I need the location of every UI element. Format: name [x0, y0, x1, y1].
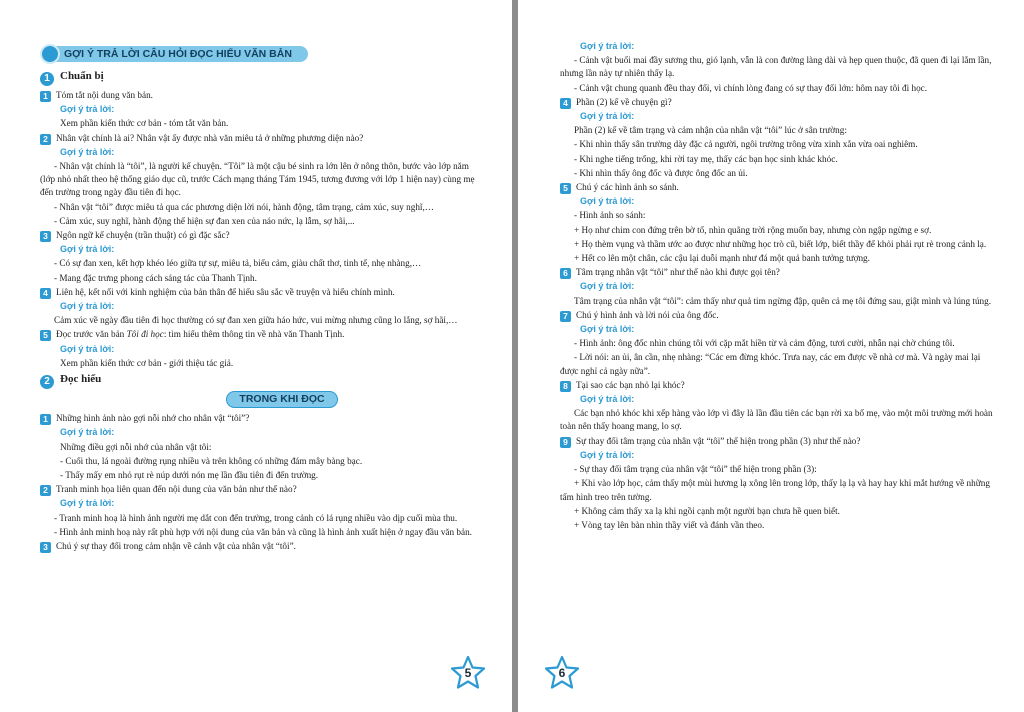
- question-text: Ngôn ngữ kể chuyện (trần thuật) có gì đặc sắc?: [56, 230, 230, 241]
- right-page-content: [560, 40, 1000, 533]
- reading-question-7: [560, 309, 1000, 322]
- answer-label: Gợi ý trả lời:: [580, 41, 635, 51]
- answer-text: Phần (2) kể về tâm trạng và cảm nhận của nhân vật “tôi” lúc ở sân trường:: [574, 125, 847, 136]
- question-text: Liên hệ, kết nối với kinh nghiệm của bản thân để hiểu sâu sắc về truyện và hiểu chính mình.: [56, 286, 395, 297]
- answer-label: Gợi ý trả lời:: [60, 498, 115, 509]
- question-number-badge: 4: [560, 98, 571, 109]
- answer-label: Gợi ý trả lời:: [60, 146, 115, 157]
- question-text: Sự thay đổi tâm trạng của nhân vật “tôi” thể hiện trong phần (3) như thế nào?: [576, 435, 861, 446]
- question-number-badge: 5: [40, 330, 51, 341]
- page-number-star: [544, 655, 580, 691]
- section-heading-doc-hieu: [40, 373, 484, 389]
- answer-text: - Hình ảnh minh hoạ này rất phù hợp với nội dung của văn bản và cũng là hình ảnh xuất hiện ở ngay đầu văn bản.: [54, 526, 472, 537]
- lightbulb-icon: [40, 44, 60, 64]
- page-number: 6: [558, 666, 566, 680]
- answer-label: Gợi ý trả lời:: [60, 301, 115, 312]
- question-text: Những hình ảnh nào gợi nỗi nhớ cho nhân vật “tôi”?: [56, 413, 250, 424]
- answer-text: - Nhân vật chính là “tôi”, là người kể chuyện. “Tôi” là một cậu bé sinh ra lớn lên ở nông thôn, bước vào lớp năm (lớp nhỏ nhất theo hệ thống giáo dục cũ, trước Cách mạng tháng Tám 1945, tương đương với lớp 1 hiện nay) cùng mẹ đến trường trong ngày đầu tiên đi học.: [40, 161, 475, 198]
- question-3: [40, 229, 484, 242]
- answer-text: - Cảnh vật buổi mai đầy sương thu, gió lạnh, vẫn là con đường làng dài và hẹp quen thuộc, đã quen đi lại lắm lần, nhưng lần này tự nhiên thấy lạ.: [560, 55, 992, 79]
- question-number-badge: 2: [40, 485, 51, 496]
- banner-title: GỢI Ý TRẢ LỜI CÂU HỎI ĐỌC HIỂU VĂN BẢN: [64, 48, 292, 60]
- answer-text: Các bạn nhỏ khóc khi xếp hàng vào lớp vì đây là lần đầu tiên các bạn rời xa bố mẹ, vào một môi trường mới hoàn toàn nên thấy hoang mang, lo sợ.: [560, 408, 993, 432]
- question-number-badge: 3: [40, 542, 51, 553]
- section-banner: [40, 44, 484, 64]
- page-number: 5: [464, 666, 472, 680]
- answer-label: Gợi ý trả lời:: [580, 196, 635, 207]
- reading-question-4: [560, 96, 1000, 109]
- reading-question-3: [40, 540, 484, 553]
- answer-text: Xem phần kiến thức cơ bản - giới thiệu tác giả.: [60, 357, 234, 368]
- reading-stage-pill: TRONG KHI ĐỌC: [226, 391, 337, 408]
- answer-text: - Có sự đan xen, kết hợp khéo léo giữa tự sự, miêu tả, biểu cảm, giàu chất thơ, tinh tế, nhẹ nhàng,…: [54, 258, 422, 269]
- reading-question-5: [560, 181, 1000, 194]
- answer-label: Gợi ý trả lời:: [580, 324, 635, 335]
- pill-wrap: [40, 391, 484, 408]
- question-number-badge: 7: [560, 311, 571, 322]
- answer-text: - Khi nhìn thấy ông đốc và được ông đốc an ủi.: [574, 167, 748, 178]
- answer-text: - Cảnh vật chung quanh đều thay đổi, vì chính lòng đang có sự thay đổi lớn: hôm nay tôi đi học.: [574, 82, 928, 93]
- answer-label: Gợi ý trả lời:: [60, 427, 115, 438]
- question-number-badge: 9: [560, 437, 571, 448]
- question-number-badge: 8: [560, 381, 571, 392]
- reading-question-1: [40, 412, 484, 425]
- answer-text: - Tranh minh hoạ là hình ảnh người mẹ dắt con đến trường, trong cảnh có lá rụng nhiều vào dịp cuối mùa thu.: [54, 512, 458, 523]
- right-page: [518, 0, 1024, 712]
- answer-text: + Họ thèm vụng và thầm ước ao được như những học trò cũ, biết lớp, biết thầy để khỏi phải rụt rè trong cảnh lạ.: [574, 238, 987, 249]
- reading-question-6: [560, 266, 1000, 279]
- question-number-badge: 4: [40, 288, 51, 299]
- answer-text: - Nhân vật “tôi” được miêu tả qua các phương diện lời nói, hành động, tâm trạng, cảm xúc, suy nghĩ,…: [54, 201, 434, 212]
- question-1: [40, 89, 484, 102]
- answer-label: Gợi ý trả lời:: [580, 449, 635, 460]
- question-number-badge: 2: [40, 134, 51, 145]
- answer-label: Gợi ý trả lời:: [60, 244, 115, 255]
- section-title: Chuẩn bị: [60, 70, 104, 82]
- section-number-badge: 1: [40, 72, 54, 86]
- answer-text: - Hình ảnh: ông đốc nhìn chúng tôi với cặp mắt hiền từ và cảm động, tươi cười, nhẫn nại chờ chúng tôi.: [574, 338, 955, 349]
- section-number-badge: 2: [40, 375, 54, 389]
- answer-text: - Thấy mấy em nhỏ rụt rè núp dưới nón mẹ lần đầu tiên đi đến trường.: [60, 470, 319, 481]
- answer-label: Gợi ý trả lời:: [580, 281, 635, 292]
- reading-question-2: [40, 483, 484, 496]
- left-page-content: [40, 44, 484, 554]
- answer-label: Gợi ý trả lời:: [580, 111, 635, 122]
- question-text: Tranh minh họa liên quan đến nội dung của văn bản như thế nào?: [56, 484, 297, 495]
- answer-text: + Hết co lên một chân, các cậu lại duỗi mạnh như đá một quả banh tưởng tượng.: [574, 253, 870, 264]
- page-number-star: [450, 655, 486, 691]
- question-text: Tâm trạng nhân vật “tôi” như thế nào khi được gọi tên?: [576, 267, 780, 278]
- answer-label: Gợi ý trả lời:: [580, 394, 635, 405]
- question-text: Chú ý sự thay đổi trong cảm nhận về cảnh vật của nhân vật “tôi”.: [56, 541, 296, 552]
- book-title: Tôi đi học: [126, 329, 164, 340]
- reading-question-9: [560, 435, 1000, 448]
- question-number-badge: 5: [560, 183, 571, 194]
- answer-text: + Khi vào lớp học, cảm thấy một mùi hương lạ xông lên trong lớp, thấy lạ lạ và hay hay khi mắt hướng về những tấm hình treo trên tường.: [560, 478, 990, 502]
- answer-text: - Sự thay đổi tâm trạng của nhân vật “tôi” thể hiện trong phần (3):: [574, 464, 817, 475]
- answer-text: + Không cảm thấy xa lạ khi ngồi cạnh một người bạn chưa hề quen biết.: [574, 505, 840, 516]
- answer-text: + Họ như chim con đứng trên bờ tổ, nhìn quãng trời rộng muốn bay, nhưng còn ngập ngừng e sợ.: [574, 224, 932, 235]
- answer-label: Gợi ý trả lời:: [60, 343, 115, 354]
- answer-text: Xem phần kiến thức cơ bản - tóm tắt văn bản.: [60, 118, 229, 129]
- question-text: Nhân vật chính là ai? Nhân vật ấy được nhà văn miêu tả ở những phương diện nào?: [56, 132, 364, 143]
- answer-text: - Mang đặc trưng phong cách sáng tác của Thanh Tịnh.: [54, 272, 257, 283]
- question-text: Chú ý các hình ảnh so sánh.: [576, 182, 679, 193]
- section-heading-chuan-bi: [40, 70, 484, 86]
- answer-label: Gợi ý trả lời:: [60, 104, 115, 115]
- reading-question-8: [560, 379, 1000, 392]
- question-text: Tóm tắt nội dung văn bản.: [56, 90, 153, 100]
- section-title: Đọc hiểu: [60, 373, 102, 386]
- answer-text: - Lời nói: an ủi, ân cần, nhẹ nhàng: “Các em đừng khóc. Trưa nay, các em được về nhà cơ mà. Và ngày mai lại được nghỉ cả ngày nữa”.: [560, 352, 981, 376]
- answer-text: - Cuối thu, lá ngoài đường rụng nhiều và trên không có những đám mây bàng bạc.: [60, 455, 363, 466]
- question-text: : tìm hiểu thêm thông tin về nhà văn Thanh Tịnh.: [163, 329, 345, 340]
- answer-text: - Khi nhìn thấy sân trường dày đặc cả người, ngôi trường trông vừa xinh xắn vừa oai nghiêm.: [574, 139, 918, 150]
- answer-text: Tâm trạng của nhân vật “tôi”: cảm thấy như quả tim ngừng đập, quên cả mẹ tôi đứng sau, giật mình và lúng túng.: [574, 295, 992, 306]
- question-number-badge: 6: [560, 268, 571, 279]
- question-2: [40, 132, 484, 145]
- answer-text: + Vòng tay lên bàn nhìn thầy viết và đánh vần theo.: [574, 519, 765, 530]
- question-number-badge: 1: [40, 91, 51, 102]
- answer-text: - Khi nghe tiếng trống, khi rời tay mẹ, thấy các bạn học sinh khác khóc.: [574, 153, 838, 164]
- question-5: [40, 328, 484, 341]
- question-number-badge: 3: [40, 231, 51, 242]
- question-4: [40, 286, 484, 299]
- answer-text: - Hình ảnh so sánh:: [574, 210, 646, 221]
- answer-text: Cảm xúc về ngày đầu tiên đi học thường có sự đan xen giữa háo hức, vui mừng nhưng cũng lo lắng, sợ hãi,…: [54, 315, 458, 326]
- question-text: Tại sao các bạn nhỏ lại khóc?: [576, 379, 685, 390]
- question-text: Chú ý hình ảnh và lời nói của ông đốc.: [576, 309, 719, 320]
- question-text: Đọc trước văn bản: [56, 329, 127, 340]
- answer-text: Những điều gợi nỗi nhớ của nhân vật tôi:: [60, 441, 212, 452]
- question-number-badge: 1: [40, 414, 51, 425]
- answer-text: - Cảm xúc, suy nghĩ, hành động thể hiện sự đan xen của náo nức, lạ lẫm, sợ hãi,...: [54, 215, 355, 226]
- question-text: Phần (2) kể về chuyện gì?: [576, 96, 672, 107]
